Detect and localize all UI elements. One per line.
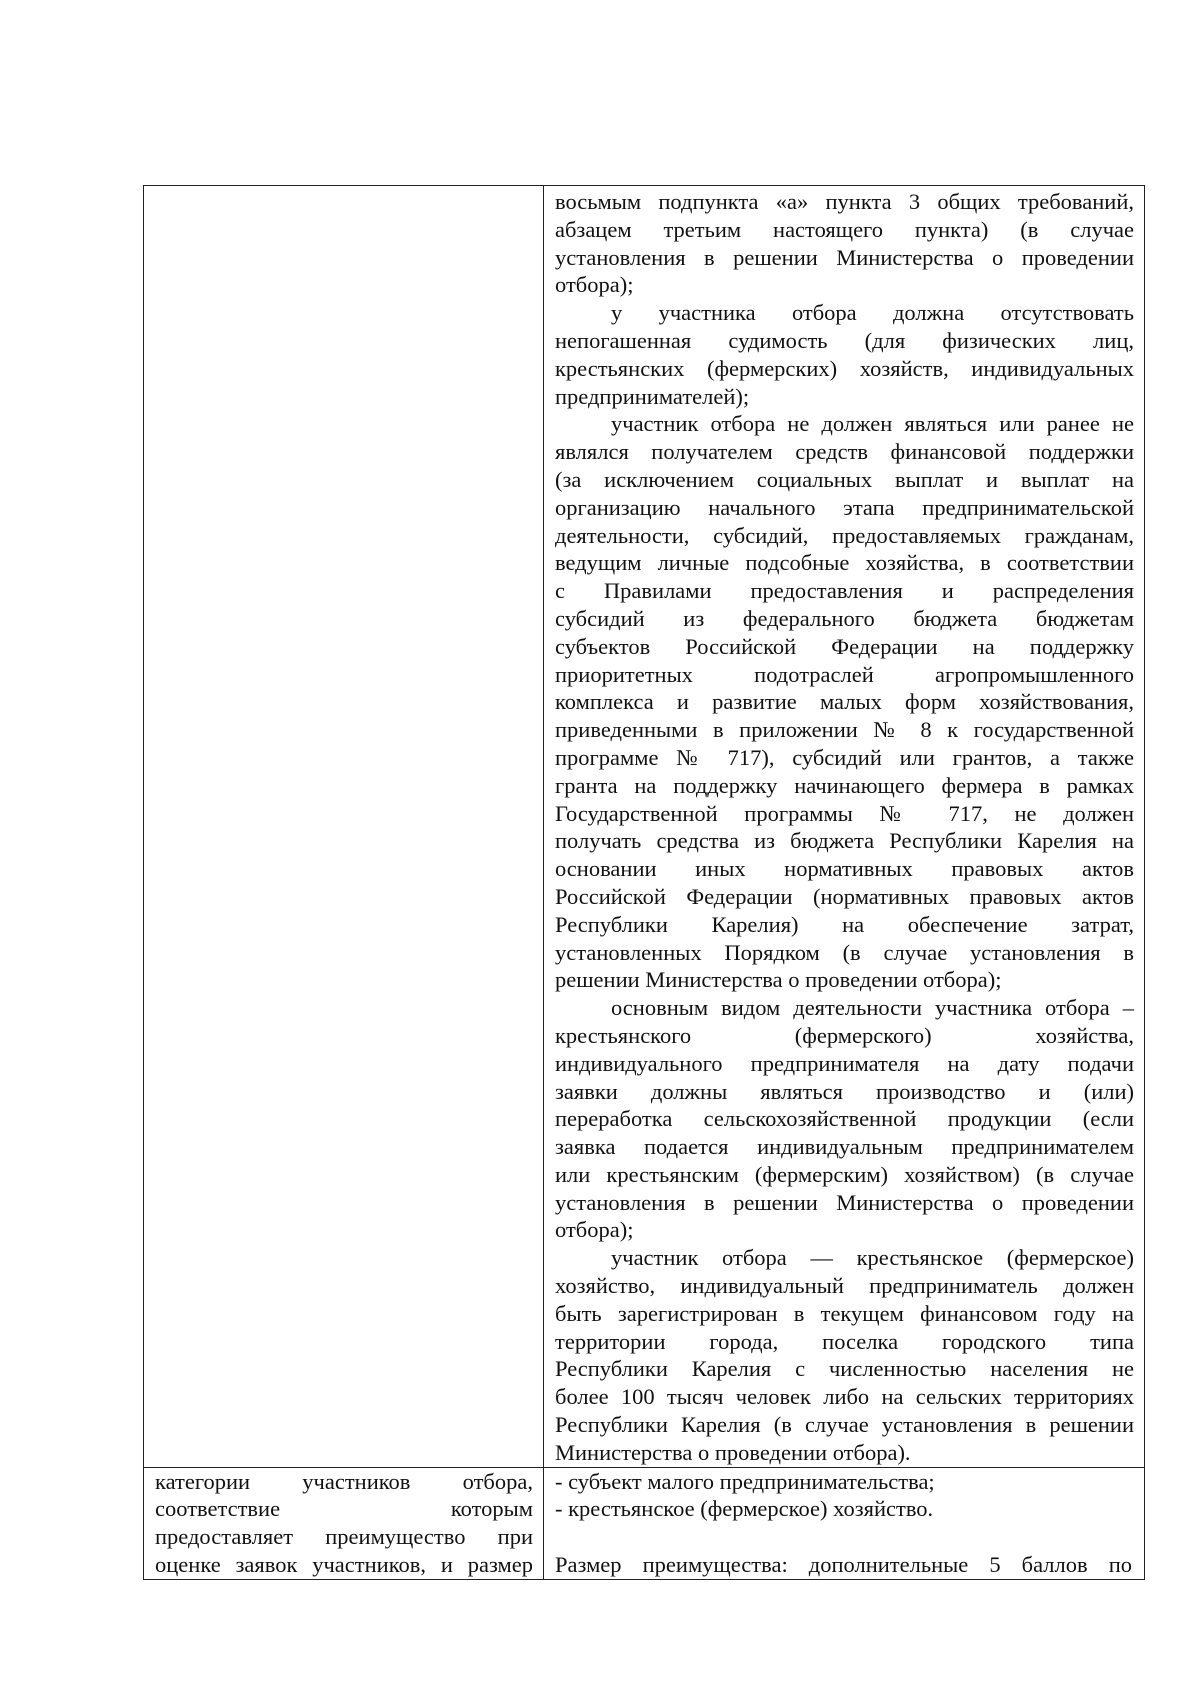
text-line: субъектов Российской Федерации на поддержку (555, 633, 1134, 659)
text-line: Размер преимущества: дополнительные 5 баллов по (555, 1552, 1132, 1578)
text-line: получать средства из бюджета Республики Карелия на (555, 828, 1134, 854)
text-line: предпринимателей); (555, 383, 750, 409)
text-line: участник отбора — крестьянское (фермерское) (611, 1245, 1134, 1271)
text-line: основным видом деятельности участника отбора – (611, 995, 1134, 1021)
text-line: деятельности, субсидий, предоставляемых гражданам, (555, 522, 1134, 548)
text-line: приведенными в приложении № 8 к государственной (555, 717, 1134, 743)
text-line: абзацем третьим настоящего пункта) (в случае (555, 216, 1134, 242)
text-line: крестьянского (фермерского) хозяйства, (555, 1022, 1134, 1048)
text-line: приоритетных подотраслей агропромышленного (555, 661, 1134, 687)
blank-line (555, 1523, 1132, 1551)
text-line: являлся получателем средств финансовой поддержки (555, 439, 1134, 465)
text-line: - субъект малого предпринимательства; (555, 1468, 935, 1494)
text-line: комплекса и развитие малых форм хозяйствования, (555, 689, 1134, 715)
text-line: отбора); (555, 1217, 634, 1243)
table-cell-category-label (144, 1467, 544, 1579)
text-line: основании иных нормативных правовых актов (555, 856, 1134, 882)
text-line: категории участников отбора, (155, 1468, 533, 1494)
text-line: программе № 717), субсидий или грантов, а также (555, 744, 1134, 770)
text-line: Республики Карелия с численностью населения не (555, 1356, 1134, 1382)
table-cell-category-values (544, 1467, 1145, 1579)
text-line: (за исключением социальных выплат и выплат на (555, 466, 1134, 492)
text-line: индивидуального предпринимателя на дату подачи (555, 1050, 1134, 1076)
text-line: отбора); (555, 272, 634, 298)
text-line: у участника отбора должна отсутствовать (611, 300, 1134, 326)
text-line: хозяйство, индивидуальный предприниматель должен (555, 1273, 1134, 1299)
text-line: организацию начального этапа предпринимательской (555, 494, 1134, 520)
text-line: с Правилами предоставления и распределения (555, 578, 1134, 604)
text-line: или крестьянским (фермерским) хозяйством) (в случае (555, 1161, 1134, 1187)
text-line: установленных Порядком (в случае установления в (555, 939, 1134, 965)
text-line: оценке заявок участников, и размер (155, 1552, 533, 1578)
text-line: более 100 тысяч человек либо на сельских территориях (555, 1384, 1134, 1410)
text-line: крестьянских (фермерских) хозяйств, индивидуальных (555, 355, 1134, 381)
text-line: Министерства о проведении отбора). (555, 1439, 911, 1465)
text-line: быть зарегистрирован в текущем финансовом году на (555, 1300, 1134, 1326)
text-line: заявка подается индивидуальным предпринимателем (555, 1134, 1134, 1160)
text-line: установления в решении Министерства о проведении (555, 1189, 1134, 1215)
text-line: Государственной программы № 717, не должен (555, 800, 1134, 826)
criteria-table (143, 185, 1145, 1580)
text-line: участник отбора не должен являться или ранее не (611, 411, 1134, 437)
table-row (144, 1467, 1145, 1579)
text-line: ведущим личные подсобные хозяйства, в соответствии (555, 550, 1134, 576)
text-line: территории города, поселка городского типа (555, 1328, 1134, 1354)
text-line: Российской Федерации (нормативных правовых актов (555, 883, 1134, 909)
text-line: предоставляет преимущество при (155, 1524, 533, 1550)
text-line: Республики Карелия) на обеспечение затрат, (555, 911, 1134, 937)
text-line: восьмым подпункта «а» пункта 3 общих требований, (555, 189, 1134, 214)
text-line: Республики Карелия (в случае установления в решении (555, 1412, 1134, 1438)
text-line: соответствие которым (155, 1496, 533, 1522)
text-line: субсидий из федерального бюджета бюджетам (555, 605, 1134, 631)
text-line: заявки должны являться производство и (или) (555, 1078, 1134, 1104)
text-line: непогашенная судимость (для физических лиц, (555, 327, 1134, 353)
table-row (144, 186, 1145, 1468)
text-line: - крестьянское (фермерское) хозяйство. (555, 1496, 934, 1522)
text-line: переработка сельскохозяйственной продукции (если (555, 1106, 1134, 1132)
text-line: установления в решении Министерства о проведении (555, 244, 1134, 270)
table-cell-left-empty (144, 186, 544, 1468)
text-line: решении Министерства о проведении отбора); (555, 967, 1002, 993)
text-line: гранта на поддержку начинающего фермера в рамках (555, 772, 1134, 798)
table-cell-requirements (544, 186, 1145, 1468)
